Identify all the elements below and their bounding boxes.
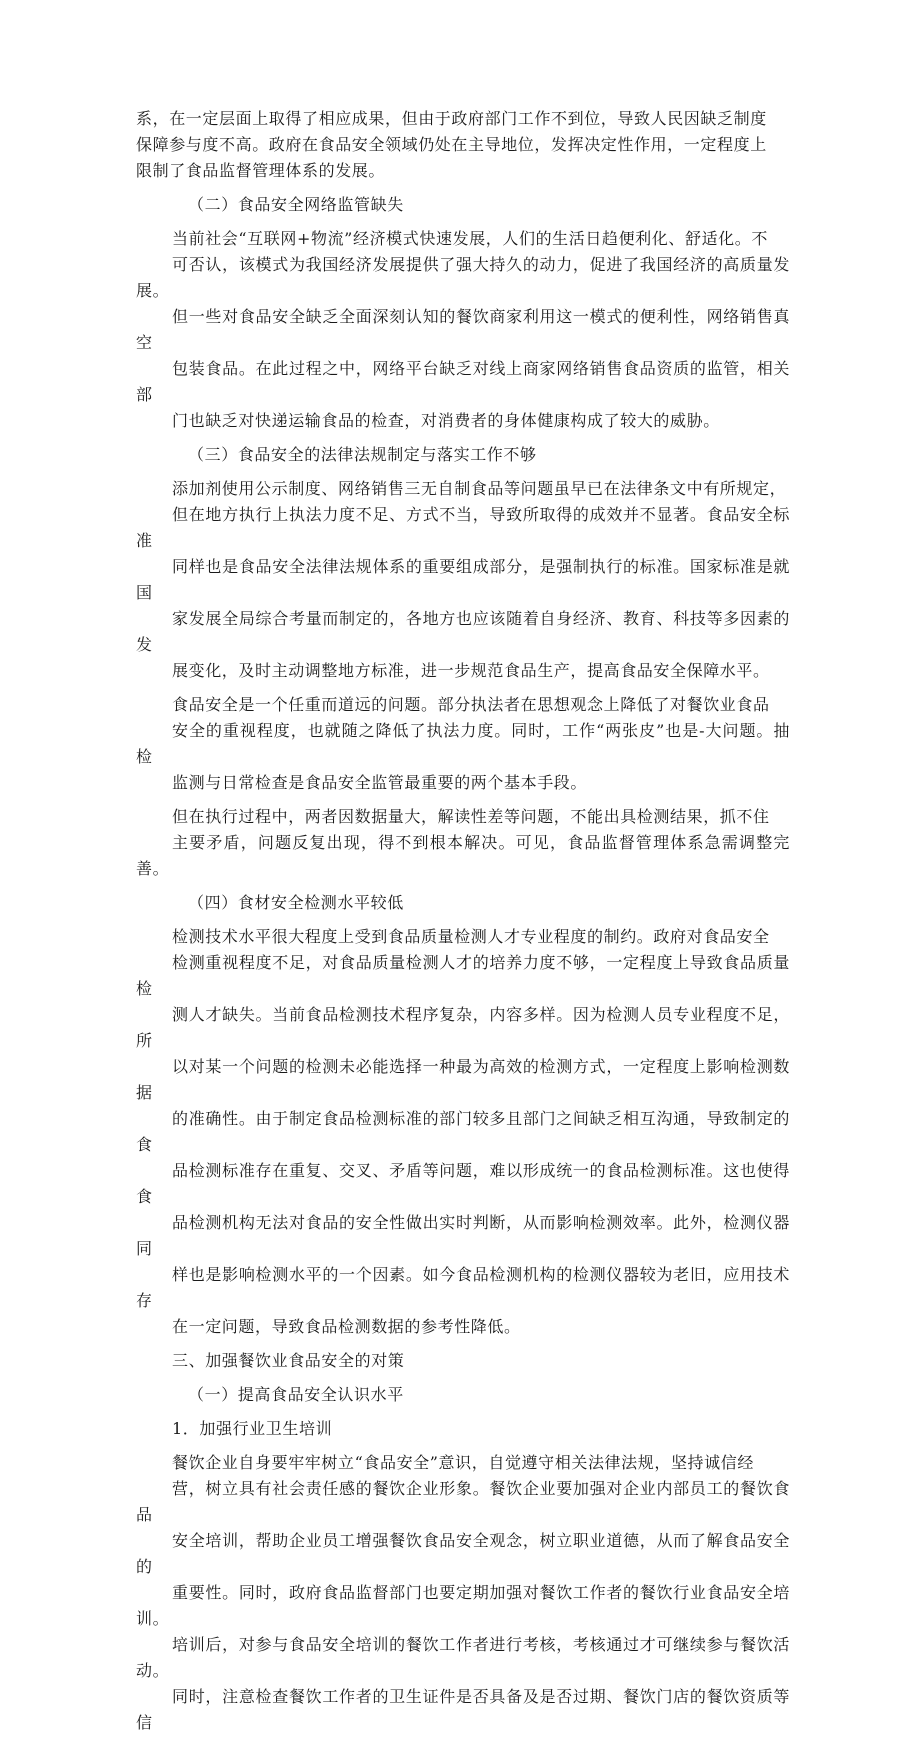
text-line: 限制了食品监督管理体系的发展。 xyxy=(136,161,386,180)
text-line: 的准确性。由于制定食品检测标准的部门较多且部门之间缺乏相互沟通，导致制定的食 xyxy=(136,1109,790,1154)
text-line: 同样也是食品安全法律法规体系的重要组成部分，是强制执行的标准。国家标准是就国 xyxy=(136,557,790,602)
text-line: 保障参与度不高。政府在食品安全领域仍处在主导地位，发挥决定性作用，一定程度上 xyxy=(136,135,767,154)
text-line: 样也是影响检测水平的一个因素。如今食品检测机构的检测仪器较为老旧，应用技术存 xyxy=(136,1265,790,1310)
text-line: 测人才缺失。当前食品检测技术程序复杂，内容多样。因为检测人员专业程度不足，所 xyxy=(136,1005,790,1050)
text-line: 主要矛盾，问题反复出现，得不到根本解决。可见，食品监督管理体系急需调整完善。 xyxy=(136,833,790,878)
paragraph-enforcement xyxy=(136,692,790,796)
paragraph-policy-participation xyxy=(136,106,790,184)
text-line: 以对某一个问题的检测未必能选择一种最为高效的检测方式，一定程度上影响检测数据 xyxy=(136,1057,790,1102)
text-line: 展变化，及时主动调整地方标准，进一步规范食品生产，提高食品安全保障水平。 xyxy=(172,661,770,680)
text-line: 门也缺乏对快递运输食品的检查，对消费者的身体健康构成了较大的威胁。 xyxy=(172,411,720,430)
text-line: 食品安全是一个任重而道远的问题。部分执法者在思想观念上降低了对餐饮业食品 xyxy=(172,695,770,714)
text-line: 检测重视程度不足，对食品质量检测人才的培养力度不够，一定程度上导致食品质量检 xyxy=(136,953,790,998)
text-line: 当前社会“互联网+物流”经济模式快速发展，人们的生活日趋便利化、舒适化。不 xyxy=(172,229,768,248)
text-line: 但在执行过程中，两者因数据量大，解读性差等问题，不能出具检测结果，抓不住 xyxy=(172,807,770,826)
text-line: 系，在一定层面上取得了相应成果，但由于政府部门工作不到位，导致人民因缺乏制度 xyxy=(136,109,767,128)
text-line: 品检测标准存在重复、交叉、矛盾等问题，难以形成统一的食品检测标准。这也使得食 xyxy=(136,1161,790,1206)
chapter-heading-countermeasures: 三、加强餐饮业食品安全的对策 xyxy=(172,1351,405,1370)
text-line: 安全的重视程度，也就随之降低了执法力度。同时，工作“两张皮”也是-大问题。抽检 xyxy=(136,721,790,766)
paragraph-testing-technology xyxy=(136,924,790,1340)
paragraph-internet-logistics xyxy=(136,226,790,434)
text-line: 营，树立具有社会责任感的餐饮企业形象。餐饮企业要加强对企业内部员工的餐饮食品 xyxy=(136,1479,790,1524)
text-line: 安全培训，帮助企业员工增强餐饮食品安全观念，树立职业道德，从而了解食品安全的 xyxy=(136,1531,790,1576)
text-line: 添加剂使用公示制度、网络销售三无自制食品等问题虽早已在法律条文中有所规定， xyxy=(172,479,787,498)
text-line: 包装食品。在此过程之中，网络平台缺乏对线上商家网络销售食品资质的监管，相关部 xyxy=(136,359,790,404)
text-line: 重要性。同时，政府食品监督部门也要定期加强对餐饮工作者的餐饮行业食品安全培训。 xyxy=(136,1583,790,1628)
text-line: 餐饮企业自身要牢牢树立“食品安全”意识，自觉遵守相关法律法规，坚持诚信经 xyxy=(172,1453,754,1472)
text-line: 可否认，该模式为我国经济发展提供了强大持久的动力，促进了我国经济的高质量发展。 xyxy=(136,255,790,300)
text-line: 监测与日常检查是食品安全监管最重要的两个基本手段。 xyxy=(172,773,588,792)
paragraph-execution-problems xyxy=(136,804,790,882)
text-line: 但在地方执行上执法力度不足、方式不当，导致所取得的成效并不显著。食品安全标准 xyxy=(136,505,790,550)
section-heading-laws-regulations: （三）食品安全的法律法规制定与落实工作不够 xyxy=(188,445,537,464)
text-line: 同时，注意检查餐饮工作者的卫生证件是否具备及是否过期、餐饮门店的餐饮资质等信 xyxy=(136,1687,790,1732)
section-heading-awareness: （一）提高食品安全认识水平 xyxy=(188,1385,404,1404)
text-line: 但一些对食品安全缺乏全面深刻认知的餐饮商家利用这一模式的便利性，网络销售真空 xyxy=(136,307,790,352)
text-line: 检测技术水平很大程度上受到食品质量检测人才专业程度的制约。政府对食品安全 xyxy=(172,927,770,946)
paragraph-enterprise-training xyxy=(136,1450,790,1736)
document-page xyxy=(136,106,790,1744)
text-line: 品检测机构无法对食品的安全性做出实时判断，从而影响检测效率。此外，检测仪器同 xyxy=(136,1213,790,1258)
section-heading-network-supervision: （二）食品安全网络监管缺失 xyxy=(188,195,404,214)
text-line: 在一定问题，导致食品检测数据的参考性降低。 xyxy=(172,1317,521,1336)
paragraph-additives-standards xyxy=(136,476,790,684)
text-line: 家发展全局综合考量而制定的，各地方也应该随着自身经济、教育、科技等多因素的发 xyxy=(136,609,790,654)
text-line: 培训后，对参与食品安全培训的餐饮工作者进行考核，考核通过才可继续参与餐饮活动。 xyxy=(136,1635,790,1680)
section-heading-testing-level: （四）食材安全检测水平较低 xyxy=(188,893,404,912)
subsection-heading-hygiene-training: 1．加强行业卫生培训 xyxy=(172,1419,333,1438)
